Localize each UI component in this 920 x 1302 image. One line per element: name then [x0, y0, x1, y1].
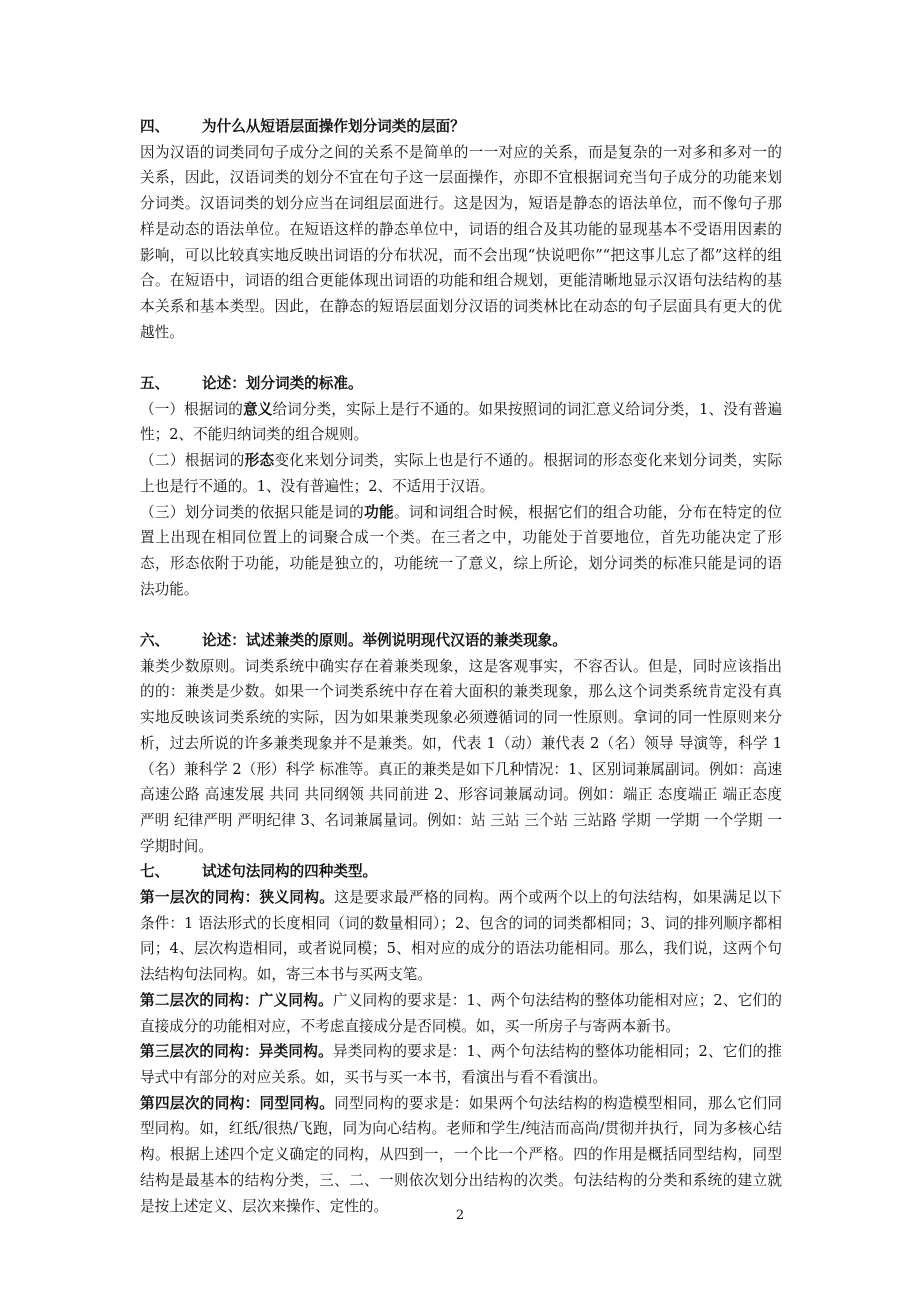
point-3-prefix: （三）划分词类的依据只能是词的 — [140, 503, 365, 521]
section-5-point-3 — [140, 500, 782, 603]
level-1-paragraph — [140, 885, 782, 988]
document-body — [140, 114, 782, 1219]
spacer — [140, 345, 782, 371]
level-1-text: 这是要求最严格的同构。两个或两个以上的句法结构，如果满足以下条件：1 语法形式的长度相同（词的数量相同）；2、包含的词的词类都相同；3、词的排列顺序都相同；4、层次构造相同，或者说同模；5、相对应的成分的语法功能相同。那么，我们说，这两个句法结构句法同构。如，寄三本书与买两支笔。 — [140, 889, 782, 984]
point-1-text: 给词分类，实际上是行不通的。如果按照词的词汇意义给词分类，1、没有普遍性；2、不能归纳词类的组合规则。 — [140, 400, 782, 444]
spacer — [140, 602, 782, 628]
level-2-label: 第二层次的同构：广义同构。 — [140, 991, 333, 1009]
level-4-paragraph — [140, 1091, 782, 1220]
level-2-text: 广义同构的要求是：1、两个句法结构的整体功能相对应；2、它们的直接成分的功能相对应，不考虑直接成分是否同模。如，买一所房子与寄两本新书。 — [140, 991, 782, 1035]
level-4-label: 第四层次的同构：同型同构。 — [140, 1094, 335, 1112]
level-3-label: 第三层次的同构：异类同构。 — [140, 1043, 333, 1061]
section-4-number: 四、 — [140, 118, 170, 135]
point-1-prefix: （一）根据词的 — [140, 400, 243, 418]
page-number: 2 — [455, 1208, 465, 1223]
section-6-paragraph: 兼类少数原则。词类系统中确实存在着兼类现象，这是客观事实，不容否认。但是，同时应该指出的的：兼类是少数。如果一个词类系统中存在着大面积的兼类现象，那么这个词类系统肯定没有真实地反映该词类系统的实际，因为如果兼类现象必须遵循词的同一性原则。拿词的同一性原则来分析，过去所说的许多兼类现象并不是兼类。如，代表 1（动）兼代表 2（名）领导 导演等，科学 1（名）兼科学 2（形）科学 标准等。真正的兼类是如下几种情况：1、区别词兼属副词。例如：高速 高速公路 高速发展 共同 共同纲领 共同前进 2、形容词兼属动词。例如：端正 态度端正 端正态度 严明 纪律严明 严明纪律 3、名词兼属量词。例如：站 三站 三个站 三站路 学期 一学期 一个学期 一学期时间。 — [140, 657, 782, 855]
section-5-point-1 — [140, 397, 782, 448]
section-4-title: 为什么从短语层面操作划分词类的层面？ — [202, 118, 465, 135]
point-2-text: 变化来划分词类，实际上也是行不通的。根据词的形态变化来划分词类，实际上也是行不通的。1、没有普遍性；2、不适用于汉语。 — [140, 452, 782, 495]
section-5-point-2 — [140, 448, 782, 499]
point-3-keyword: 功能 — [364, 503, 394, 521]
section-6-title: 论述：试述兼类的原则。举例说明现代汉语的兼类现象。 — [202, 632, 567, 650]
level-3-text: 异类同构的要求是：1、两个句法结构的整体功能相同；2、它们的推导式中有部分的对应关系。如，买书与买一本书，看演出与看不看演出。 — [140, 1043, 782, 1086]
level-2-paragraph — [140, 988, 782, 1039]
section-5-number: 五、 — [140, 375, 170, 393]
level-1-label: 第一层次的同构：狭义同构。 — [140, 889, 335, 907]
point-1-keyword: 意义 — [243, 400, 273, 418]
section-5-heading — [140, 371, 782, 397]
section-7-number: 七、 — [140, 863, 170, 881]
section-4-heading — [140, 114, 782, 140]
section-5-title: 论述：划分词类的标准。 — [202, 375, 363, 393]
point-3-text: 。词和词组合时候，根据它们的组合功能，分布在特定的位置上出现在相同位置上的词聚合成一个类。在三者之中，功能处于首要地位，首先功能决定了形态，形态依附于功能，功能是独立的，功能统一了意义，综上所论，划分词类的标准只能是词的语法功能。 — [140, 503, 782, 598]
section-6-heading — [140, 628, 782, 654]
section-7-title: 试述句法同构的四种类型。 — [202, 863, 378, 881]
point-2-prefix: （二）根据词的 — [140, 452, 245, 470]
point-2-keyword: 形态 — [244, 452, 275, 470]
section-6-number: 六、 — [140, 632, 170, 650]
section-4-paragraph: 因为汉语的词类同句子成分之间的关系不是简单的一一对应的关系，而是复杂的一对多和多对一的关系，因此，汉语词类的划分不宜在句子这一层面操作，亦即不宜根据词充当句子成分的功能来划分词类。汉语词类的划分应当在词组层面进行。这是因为，短语是静态的语法单位，而不像句子那样是动态的语法单位。在短语这样的静态单位中，词语的组合及其功能的显现基本不受语用因素的影响，可以比较真实地反映出词语的分布状况，而不会出现“快说吧你”“把这事儿忘了都”这样的组合。在短语中，词语的组合更能体现出词语的功能和组合规划，更能清晰地显示汉语句法结构的基本关系和基本类型。因此，在静态的短语层面划分汉语的词类林比在动态的句子层面具有更大的优越性。 — [140, 143, 782, 341]
level-4-text: 同型同构的要求是：如果两个句法结构的构造模型相同，那么它们同型同构。如，红纸/很热/飞跑，同为向心结构。老师和学生/纯洁而高尚/贯彻并执行，同为多核心结构。根据上述四个定义确定的同构，从四到一，一个比一个严格。四的作用是概括同型结构，同型结构是最基本的结构分类，三、二、一则依次划分出结构的次类。句法结构的分类和系统的建立就是按上述定义、层次来操作、定性的。 — [140, 1094, 782, 1215]
level-3-paragraph — [140, 1039, 782, 1090]
section-7-heading — [140, 859, 782, 885]
